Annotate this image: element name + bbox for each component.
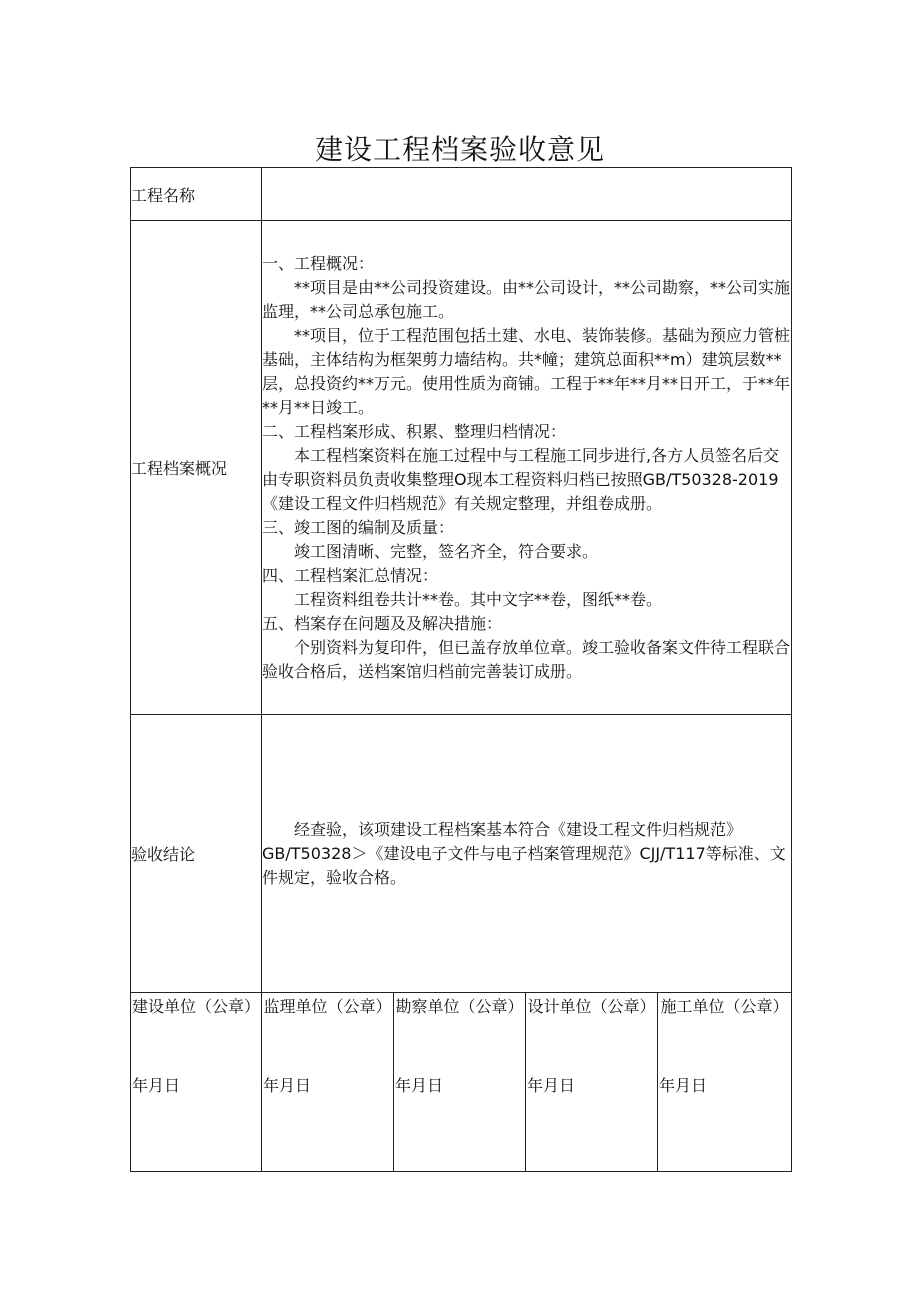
signature-date: 年月日 [395,1076,444,1095]
signature-unit: 监理单位（公章） [263,997,392,1016]
signature-unit: 建设单位（公章） [131,997,260,1016]
overview-content [262,221,792,715]
signature-cell-contractor [658,993,792,1172]
overview-paragraph: 本工程档案资料在施工过程中与工程施工同步进行,各方人员签名后交由专职资料员负责收集整理O现本工程资料归档已按照GB/T50328-2019《建设工程文件归档规范》有关规定整理，并组卷成册。 [262,445,780,513]
signature-date: 年月日 [132,1076,181,1095]
signature-cell-survey [394,993,526,1172]
overview-paragraph: 工程资料组卷共计**卷。其中文字**卷，图纸**卷。 [294,589,663,609]
signature-date: 年月日 [659,1076,708,1095]
signature-unit: 勘察单位（公章） [395,997,524,1016]
overview-heading-2: 二、工程档案形成、积累、整理归档情况： [262,421,567,441]
signature-date: 年月日 [527,1076,576,1095]
signature-cell-supervision [262,993,394,1172]
overview-heading-3: 三、竣工图的编制及质量： [262,517,455,537]
conclusion-content [262,715,792,993]
signature-cell-construction [131,993,262,1172]
overview-heading-5: 五、档案存在问题及及解决措施： [262,613,503,633]
signature-unit: 施工单位（公章） [660,997,789,1016]
page-title: 建设工程档案验收意见 [314,133,605,166]
acceptance-form-table [130,167,792,1172]
signature-date: 年月日 [263,1076,312,1095]
overview-label: 工程档案概况 [131,221,262,715]
overview-paragraph: 竣工图清晰、完整，签名齐全，符合要求。 [294,541,599,561]
project-name-value [262,168,792,221]
signature-cell-design [526,993,658,1172]
overview-paragraph: **项目是由**公司投资建设。由**公司设计，**公司勘察，**公司实施监理，**公司总承包施工。 [262,277,791,321]
overview-paragraph: **项目，位于工程范围包括土建、水电、装饰装修。基础为预应力管桩基础，主体结构为框架剪力墙结构。共*幢；建筑总面积**m）建筑层数**层，总投资约**万元。使用性质为商铺。工程于**年**月**日开工，于**年**月**日竣工。 [262,325,791,417]
overview-heading-4: 四、工程档案汇总情况： [262,565,439,585]
overview-paragraph: 个别资料为复印件，但已盖存放单位章。竣工验收备案文件待工程联合验收合格后，送档案馆归档前完善装订成册。 [262,637,791,681]
signature-unit: 设计单位（公章） [527,997,656,1016]
conclusion-text: 经查验，该项建设工程档案基本符合《建设工程文件归档规范》GB/T50328＞《建设电子文件与电子档案管理规范》CJJ/T117等标准、文件规定，验收合格。 [262,819,786,887]
project-name-label: 工程名称 [131,168,262,221]
overview-heading-1: 一、工程概况： [262,253,375,273]
conclusion-label: 验收结论 [131,715,262,993]
